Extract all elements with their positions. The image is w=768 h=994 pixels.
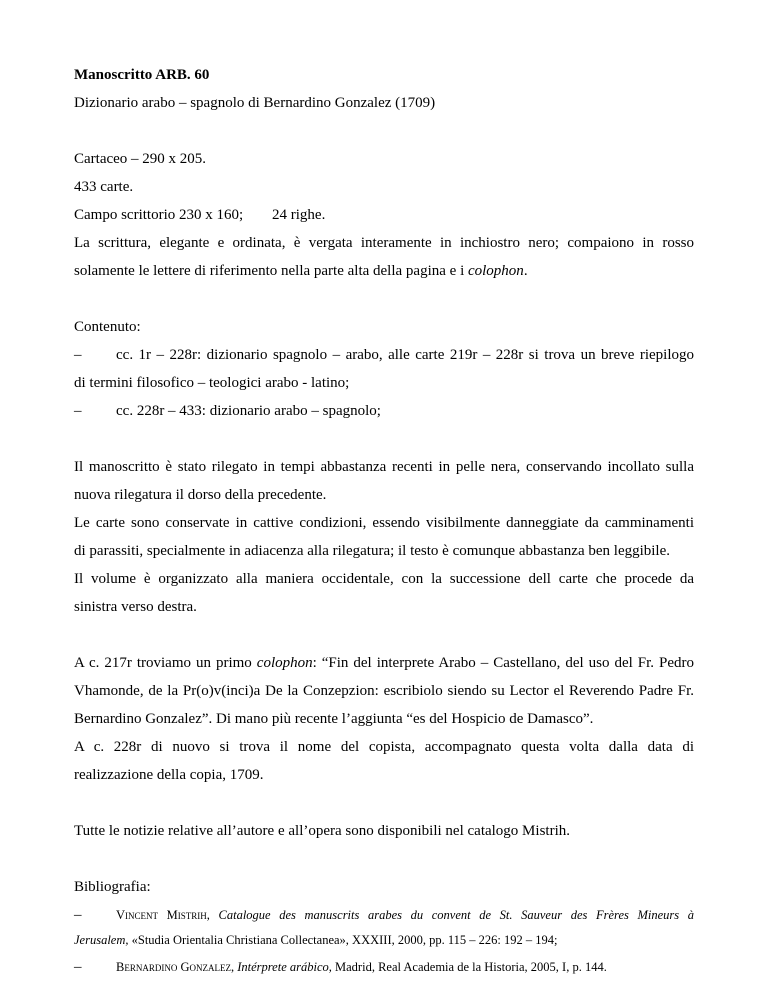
- writing-area-text: Campo scrittorio 230 x 160;: [74, 207, 244, 223]
- contents-item-2: [74, 402, 694, 420]
- contents-heading: Contenuto:: [74, 319, 141, 335]
- bibliography-entry-1-text: [116, 906, 694, 924]
- colophon-line-5: realizzazione della copia, 1709.: [74, 767, 264, 783]
- binding-line-5: Il volume è organizzato alla maniera occidentale, con la successione dell carte che procede da: [74, 571, 694, 587]
- colophon-line-2: Vhamonde, de la Pr(o)v(inci)a De la Conzepzion: escribiolo siendo su Lector el Reverendo Padre Fr.: [74, 683, 694, 699]
- list-dash: –: [74, 959, 82, 975]
- colophon-line-4: A c. 228r di nuovo si trova il nome del copista, accompagnato questa volta dalla data di: [74, 739, 694, 755]
- bibliography-entry-1-continued: Jerusalem, «Studia Orientalia Christiana Collectanea», XXXIII, 2000, pp. 115 – 226: 192 – 194;: [74, 933, 558, 947]
- binding-line-2: nuova rilegatura il dorso della precedente.: [74, 487, 327, 503]
- binding-line-1: Il manoscritto è stato rilegato in tempi abbastanza recenti in pelle nera, conservando incollato sulla: [74, 459, 694, 475]
- bibliography-heading: Bibliografia:: [74, 879, 151, 895]
- colophon-line-1: A c. 217r troviamo un primo colophon: “Fin del interprete Arabo – Castellano, del uso del Fr. Pedro: [74, 655, 694, 671]
- lines-count: 24 righe.: [272, 207, 326, 223]
- bib-title-continued: Jerusalem,: [74, 933, 129, 947]
- bibliography-entry-1: [74, 906, 694, 924]
- binding-line-4: di parassiti, specialmente in adiacenza alla rilegatura; il testo è comunque abbastanza ben leggibile.: [74, 543, 671, 559]
- manuscript-subtitle: Dizionario arabo – spagnolo di Bernardino Gonzalez (1709): [74, 95, 436, 111]
- material-line: Cartaceo – 290 x 205.: [74, 151, 207, 167]
- leaves-line: 433 carte.: [74, 179, 134, 195]
- script-description-line2: solamente le lettere di riferimento nella parte alta della pagina e i colophon.: [74, 263, 528, 279]
- list-dash: –: [74, 403, 82, 419]
- contents-item-2-text: cc. 228r – 433: dizionario arabo – spagnolo;: [116, 403, 381, 419]
- colophon-term: colophon: [467, 263, 524, 279]
- list-dash: –: [74, 907, 82, 923]
- bib-title: Catalogue des manuscrits arabes du convent de St. Sauveur des Frères Mineurs à: [218, 908, 695, 922]
- script-description-line1: La scrittura, elegante e ordinata, è vergata interamente in inchiostro nero; compaiono in rosso: [74, 235, 694, 251]
- contents-item-1: [74, 346, 694, 364]
- notes-line: Tutte le notizie relative all’autore e all’opera sono disponibili nel catalogo Mistrih.: [74, 823, 570, 839]
- binding-line-6: sinistra verso destra.: [74, 599, 197, 615]
- bibliography-entry-2: [74, 958, 694, 976]
- bib-author: Bernardino Gonzalez,: [116, 960, 235, 974]
- bibliography-entry-2-text: Bernardino Gonzalez, Intérprete arábico, Madrid, Real Academia de la Historia, 2005, I, p. 144.: [116, 960, 607, 974]
- bib-author: Vincent Mistrih,: [116, 908, 210, 922]
- colophon-term: colophon: [256, 655, 313, 671]
- contents-item-1-text: cc. 1r – 228r: dizionario spagnolo – arabo, alle carte 219r – 228r si trova un breve riepilogo: [116, 347, 694, 363]
- shelfmark-heading: Manoscritto ARB. 60: [74, 67, 210, 83]
- colophon-line-3: Bernardino Gonzalez”. Di mano più recente l’aggiunta “es del Hospicio de Damasco”.: [74, 711, 594, 727]
- list-dash: –: [74, 347, 82, 363]
- binding-line-3: Le carte sono conservate in cattive condizioni, essendo visibilmente danneggiate da camminamenti: [74, 515, 694, 531]
- contents-item-1-continued: di termini filosofico – teologici arabo - latino;: [74, 375, 350, 391]
- writing-area-line: [74, 206, 243, 224]
- bib-title: Intérprete arábico,: [237, 960, 332, 974]
